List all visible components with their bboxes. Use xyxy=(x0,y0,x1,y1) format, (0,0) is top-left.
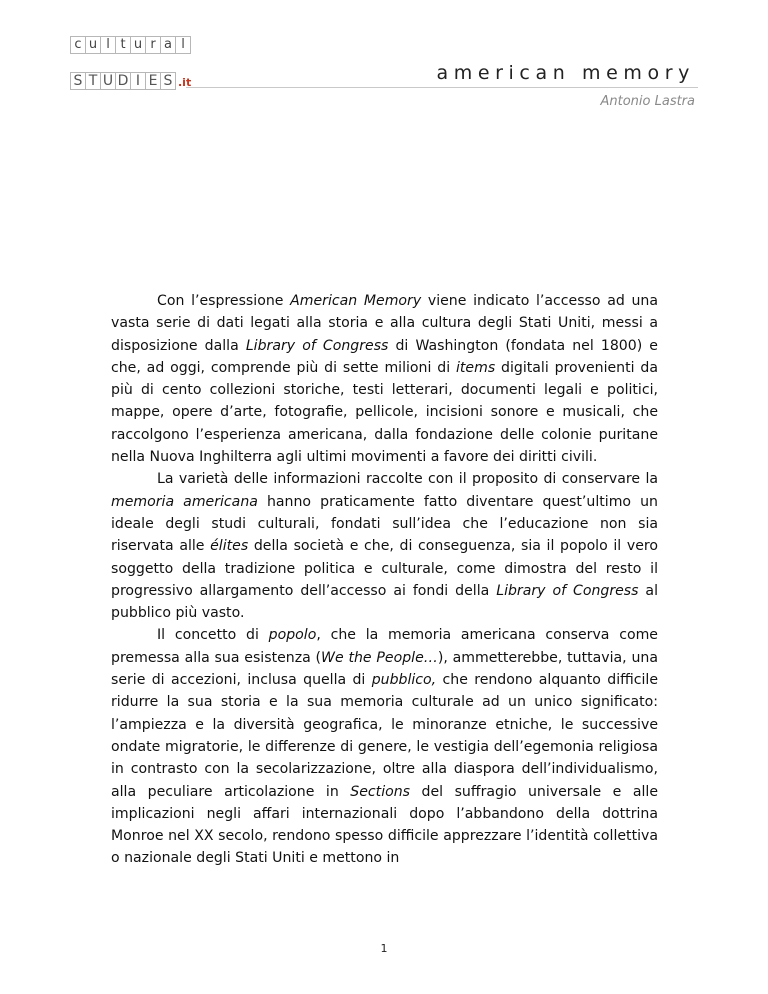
logo-letter: l xyxy=(175,36,191,54)
logo-letter: U xyxy=(100,72,116,90)
paragraph-3 xyxy=(111,624,658,869)
text-run: Il concetto di xyxy=(157,627,269,644)
logo-letter: E xyxy=(145,72,161,90)
logo-letter: u xyxy=(130,36,146,54)
text-run: hanno praticamente fatto diventare quest’ultimo un ideale degli studi culturali, fondati sull’idea che l’educazione non sia riservata alle xyxy=(111,493,658,555)
text-run: Con l’espressione xyxy=(157,293,291,309)
italic-term: Library of Congress xyxy=(245,337,389,354)
page-number: 1 xyxy=(380,942,388,955)
text-run: che rendono alquanto difficile ridurre la sua storia e la sua memoria culturale ad un unico significato: l’ampiezza e la diversità geografica, le minoranze etniche, le successive ondate migratorie, le differenze di genere, le vestigia dell’egemonia religiosa in contrasto con la secolarizzazione, oltre alla diaspora dell’individualismo, alla peculiare articolazione in xyxy=(111,672,659,800)
italic-term: élites xyxy=(210,538,249,555)
italic-term: American Memory xyxy=(290,293,422,309)
culturalstudies-logo xyxy=(70,36,191,94)
italic-term: popolo xyxy=(268,627,317,644)
italic-term: memoria americana xyxy=(111,493,258,510)
text-run: , che la memoria americana conserva come premessa alla sua esistenza ( xyxy=(111,627,658,666)
text-run: del suffragio universale e alle implicazioni negli affari internazionali dopo l’abbandono della dottrina Monroe nel XX secolo, rendono spesso difficile apprezzare l’identità collettiva o nazionale degli Stati Uniti e mettono in xyxy=(111,783,659,867)
logo-letter: S xyxy=(70,72,86,90)
text-run: ), ammetterebbe, tuttavia, una serie di accezioni, inclusa quella di xyxy=(111,649,658,689)
logo-letter: r xyxy=(145,36,161,54)
author-name: Antonio Lastra xyxy=(600,94,695,109)
article-body xyxy=(111,290,658,870)
italic-term: items xyxy=(455,359,496,376)
text-run: La varietà delle informazioni raccolte con il proposito di conservare la xyxy=(157,471,658,488)
paragraph-1 xyxy=(111,290,658,468)
logo-letter: D xyxy=(115,72,131,90)
logo-letter: c xyxy=(70,36,86,54)
logo-top-row xyxy=(70,36,191,54)
logo-tld: .it xyxy=(178,76,192,89)
text-run: digitali provenienti da più di cento collezioni storiche, testi letterari, documenti legali e politici, mappe, opere d’arte, fotografie, pellicole, incisioni sonore e musicali, che raccolgono l’esperienza americana, dalla fondazione delle colonie puritane nella Nuova Inghilterra agli ultimi movimenti a favore dei diritti civili. xyxy=(111,359,658,466)
logo-bottom-row xyxy=(70,72,191,94)
logo-letter: t xyxy=(115,36,131,54)
text-run: della società e che, di conseguenza, sia il popolo il vero soggetto della tradizione politica e culturale, come dimostra del resto il progressivo allargamento dell’accesso ai fondi della xyxy=(111,538,658,599)
logo-letter: a xyxy=(160,36,176,54)
text-run: viene indicato l’accesso ad una vasta serie di dati legati alla storia e alla cultura degli Stati Uniti, messi a disposizione dalla xyxy=(111,293,658,354)
italic-term: Library of Congress xyxy=(496,582,639,599)
logo-letter: T xyxy=(85,72,101,90)
logo-letter: u xyxy=(85,36,101,54)
document-title: american memory xyxy=(436,62,695,84)
paragraph-2 xyxy=(111,468,658,624)
logo-letter: S xyxy=(160,72,176,90)
logo-letter: l xyxy=(100,36,116,54)
italic-term: We the People… xyxy=(321,649,438,666)
text-run: di Washington (fondata nel 1800) e che, ad oggi, comprende più di sette milioni di xyxy=(111,337,658,376)
header-divider xyxy=(186,87,698,88)
italic-term: Sections xyxy=(350,783,411,800)
logo-letter: I xyxy=(130,72,146,90)
text-run: al pubblico più vasto. xyxy=(111,582,658,622)
italic-term: pubblico, xyxy=(371,672,437,689)
